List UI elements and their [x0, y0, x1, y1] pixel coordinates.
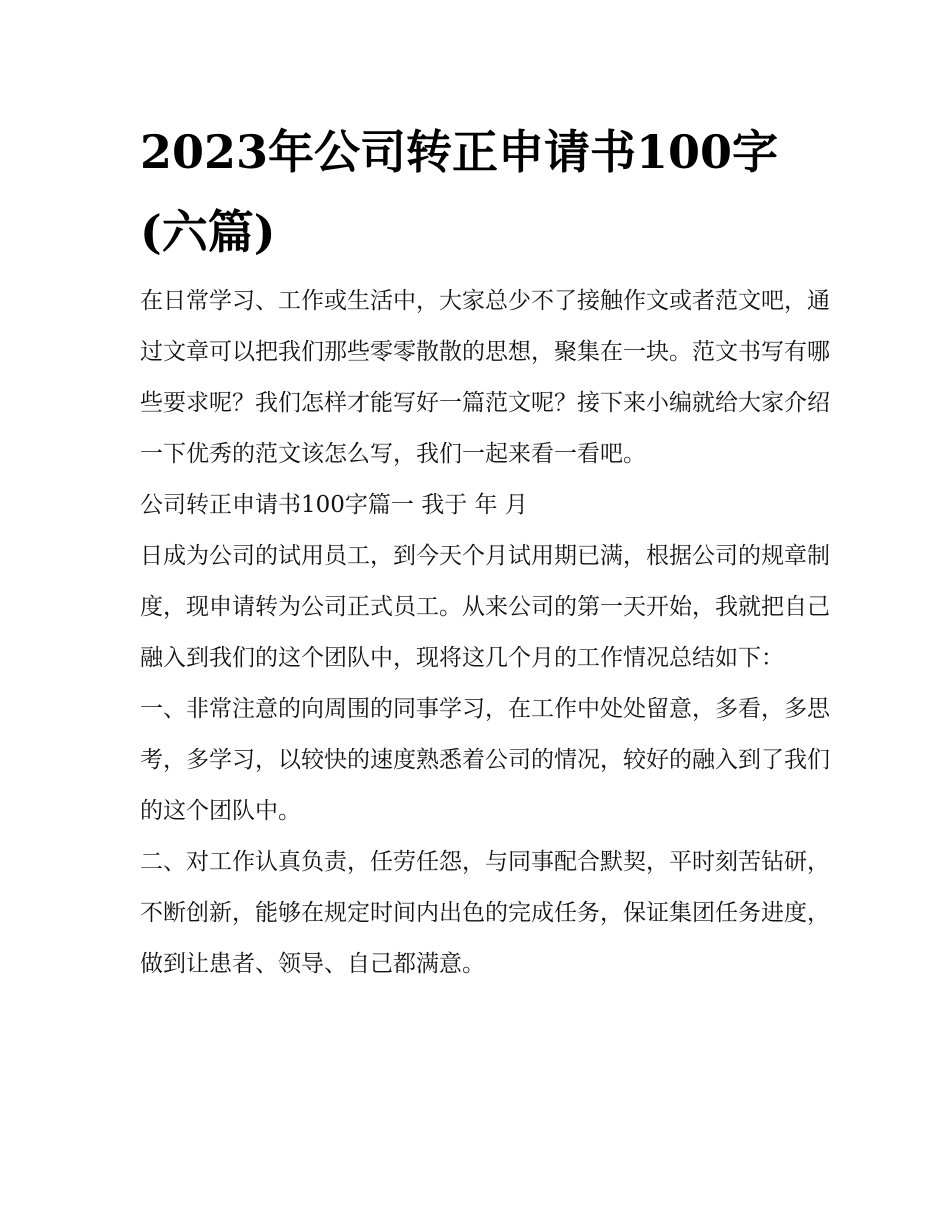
- document-body: [140, 276, 830, 990]
- document-title: 2023年公司转正申请书100字(六篇): [140, 125, 779, 259]
- paragraph-intro: 在日常学习、工作或生活中，大家总少不了接触作文或者范文吧，通过文章可以把我们那些零零散散的思想，聚集在一块。范文书写有哪些要求呢？我们怎样才能写好一篇范文呢？接下来小编就给大家介绍一下优秀的范文该怎么写，我们一起来看一看吧。: [140, 288, 830, 467]
- paragraph-point-two: 二、对工作认真负责，任劳任怨，与同事配合默契，平时刻苦钻研，不断创新，能够在规定时间内出色的完成任务，保证集团任务进度，做到让患者、领导、自己都满意。: [140, 849, 830, 977]
- paragraph-point-one: 一、非常注意的向周围的同事学习，在工作中处处留意，多看，多思考，多学习，以较快的速度熟悉着公司的情况，较好的融入到了我们的这个团队中。: [140, 696, 830, 824]
- paragraph-section-one-body: 日成为公司的试用员工，到今天个月试用期已满，根据公司的规章制度，现申请转为公司正式员工。从来公司的第一天开始，我就把自己融入到我们的这个团队中，现将这几个月的工作情况总结如下：: [140, 543, 830, 671]
- paragraph-section-one-heading: 公司转正申请书100字篇一 我于 年 月: [140, 492, 528, 518]
